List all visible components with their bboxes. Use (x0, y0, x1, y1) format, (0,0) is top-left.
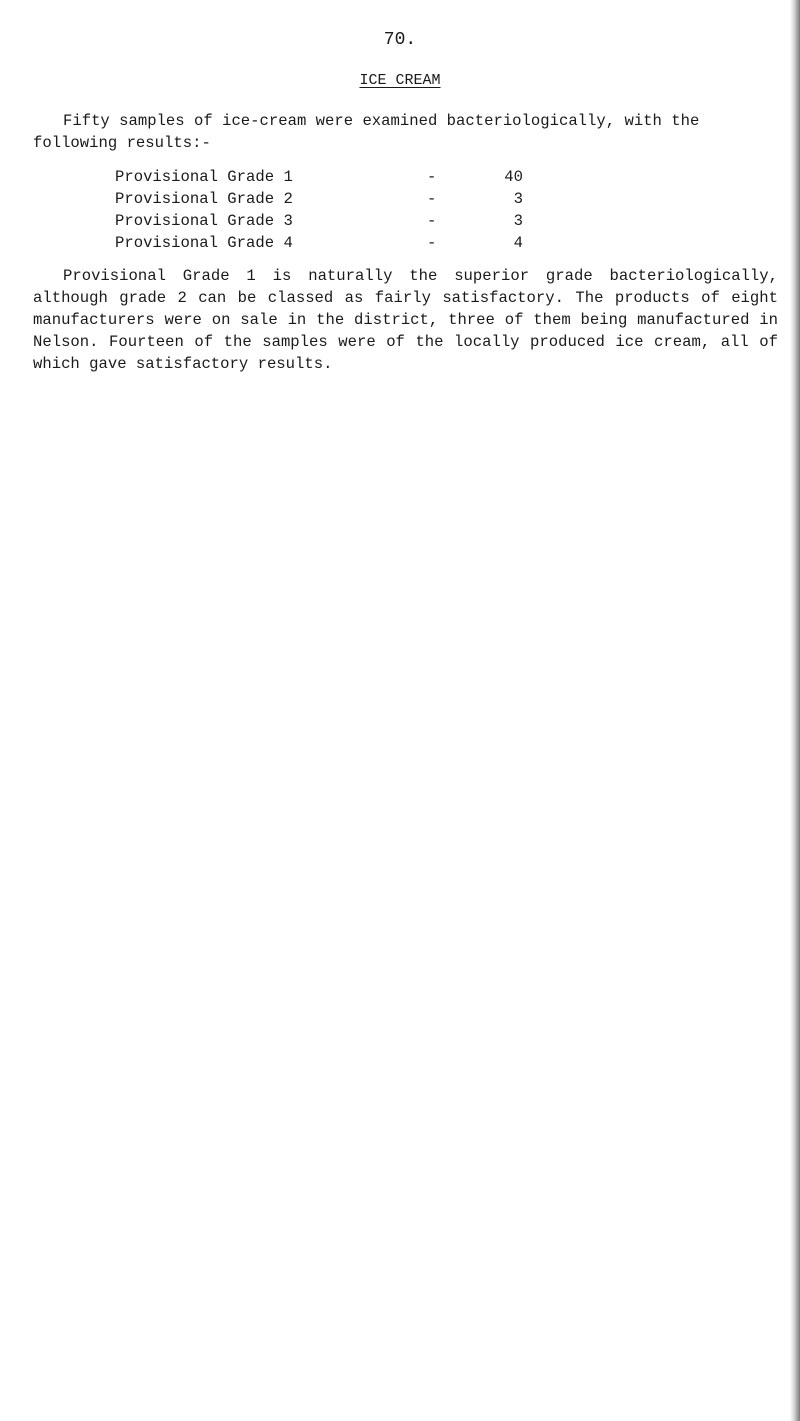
results-row (115, 232, 523, 254)
grade-label: Provisional Grade 3 (115, 212, 293, 230)
section-title-text: ICE CREAM (359, 72, 441, 89)
results-table (115, 166, 523, 254)
results-row (115, 210, 523, 232)
results-row (115, 166, 523, 188)
section-title (0, 72, 800, 89)
grade-label: Provisional Grade 2 (115, 190, 293, 208)
separator-dash: - (427, 190, 437, 208)
separator-dash: - (427, 234, 437, 252)
separator-dash: - (427, 168, 437, 186)
intro-paragraph: Fifty samples of ice-cream were examined bacteriologically, with the following results:- (33, 112, 700, 152)
grade-label: Provisional Grade 1 (115, 168, 293, 186)
grade-label: Provisional Grade 4 (115, 234, 293, 252)
body-paragraph: Provisional Grade 1 is naturally the superior grade bacteriologically, although grade 2 can be classed as fairly satisfactory. The products of eight manufacturers were on sale in the district, three of them being manufactured in Nelson. Fourteen of the samples were of the locally produced ice cream, all of which gave satisfactory results. (33, 267, 778, 373)
grade-count: 3 (513, 190, 523, 208)
grade-count: 3 (513, 212, 523, 230)
scan-page-edge (790, 0, 800, 1421)
grade-count: 4 (513, 234, 523, 252)
results-row (115, 188, 523, 210)
grade-count: 40 (504, 168, 523, 186)
separator-dash: - (427, 212, 437, 230)
page-number: 70. (383, 30, 417, 50)
